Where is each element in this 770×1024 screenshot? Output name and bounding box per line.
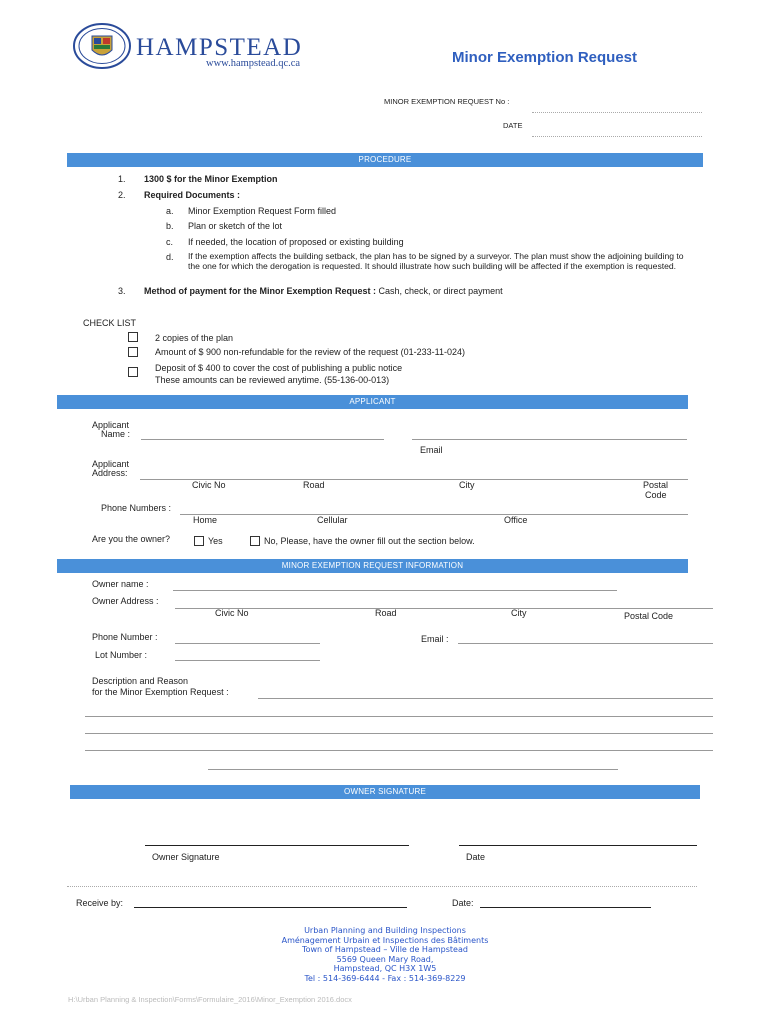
footer-line-1: Urban Planning and Building Inspections (304, 926, 466, 935)
signature-bar: OWNER SIGNATURE (70, 785, 700, 799)
phone-home-label: Home (193, 515, 218, 525)
owner-address-field[interactable] (175, 608, 713, 609)
crest-icon (72, 22, 132, 70)
procedure-item-3 (144, 286, 503, 296)
footer-line-4: 5569 Queen Mary Road, (336, 954, 434, 964)
owner-name-label: Owner name : (92, 579, 149, 589)
procedure-item-3-value: Cash, check, or direct payment (378, 286, 503, 296)
receive-date-field[interactable] (480, 907, 651, 908)
footer-line-2: Aménagement Urbain et Inspections des Bâtiments (281, 935, 489, 945)
checklist-item-2: Amount of $ 900 non-refundable for the review of the request (01-233-11-024) (155, 347, 466, 357)
lot-number-field[interactable] (175, 660, 320, 661)
owner-no-label: No, Please, have the owner fill out the section below. (264, 536, 475, 546)
owner-signature-field[interactable] (145, 845, 409, 846)
applicant-phone-label: Phone Numbers : (101, 503, 172, 513)
checkbox-owner-no[interactable] (250, 536, 260, 546)
procedure-item-2-num: 2. (118, 190, 126, 200)
phone-cellular-label: Cellular (317, 515, 348, 525)
brand-url[interactable]: www.hampstead.qc.ca (206, 58, 301, 69)
sub-item-b-text: Plan or sketch of the lot (188, 221, 283, 231)
footer-line-6: Tel : 514-369-6444 - Fax : 514-369-8229 (304, 973, 466, 983)
signature-date-label: Date (466, 852, 486, 862)
owner-address-label: Owner Address : (92, 596, 159, 606)
procedure-bar: PROCEDURE (67, 153, 703, 167)
owner-name-field[interactable] (173, 590, 617, 591)
applicant-bar: APPLICANT (57, 395, 688, 409)
applicant-address-label-1: Applicant (92, 459, 130, 469)
owner-phone-label: Phone Number : (92, 632, 158, 642)
applicant-road-label: Road (303, 480, 325, 490)
description-line-2[interactable] (85, 716, 713, 717)
checkbox-copies[interactable] (128, 332, 138, 342)
footer-address (0, 926, 770, 983)
signature-date-field[interactable] (459, 845, 697, 846)
checklist-item-3: Deposit of $ 400 to cover the cost of publishing a public notice (155, 363, 403, 373)
info-bar: MINOR EXEMPTION REQUEST INFORMATION (57, 559, 688, 573)
footer-line-5: Hampstead, QC H3X 1W5 (333, 964, 437, 973)
description-line-4[interactable] (85, 750, 713, 751)
sub-item-d-text: If the exemption affects the building setback, the plan has to be signed by a surveyor. The plan must show the adjoining building to the one for which the derogation is requested. It should illustrate how such building will be affected if the exemption is requested. (188, 251, 684, 271)
procedure-item-1-text: 1300 $ for the Minor Exemption (144, 174, 278, 184)
sub-item-a-text: Minor Exemption Request Form filled (188, 206, 337, 216)
lot-number-label: Lot Number : (95, 650, 148, 660)
owner-email-field[interactable] (458, 643, 713, 644)
applicant-email-label: Email (420, 445, 443, 455)
sub-item-c-letter: c. (166, 237, 174, 247)
file-path: H:\Urban Planning & Inspection\Forms\Formulaire_2016\Minor_Exemption 2016.docx (68, 995, 352, 1004)
sub-item-a-letter: a. (166, 206, 174, 216)
checkbox-deposit[interactable] (128, 367, 138, 377)
sub-item-b-letter: b. (166, 221, 174, 231)
applicant-name-label-2: Name : (101, 429, 131, 439)
receive-by-label: Receive by: (76, 898, 124, 908)
description-line-5[interactable] (208, 769, 618, 770)
date-field[interactable] (532, 136, 702, 137)
footer-line-3: Town of Hampstead – Ville de Hampstead (302, 945, 468, 954)
procedure-item-3-text: Method of payment for the Minor Exemption Request : (144, 286, 377, 296)
date-label: DATE (503, 121, 523, 130)
receive-date-label: Date: (452, 898, 474, 908)
checklist-note: These amounts can be reviewed anytime. (55-136-00-013) (155, 375, 390, 385)
checklist-label: CHECK LIST (83, 318, 137, 328)
phone-office-label: Office (504, 515, 528, 525)
checkbox-owner-yes[interactable] (194, 536, 204, 546)
request-no-field[interactable] (532, 112, 702, 113)
applicant-phone-field[interactable] (180, 514, 688, 515)
applicant-name-field[interactable] (141, 439, 384, 440)
checklist-item-1: 2 copies of the plan (155, 333, 234, 343)
description-line-3[interactable] (85, 733, 713, 734)
description-line-1[interactable] (258, 698, 713, 699)
owner-postal-label: Postal Code (624, 611, 674, 621)
receive-by-field[interactable] (134, 907, 407, 908)
owner-question: Are you the owner? (92, 534, 171, 544)
form-title: Minor Exemption Request (452, 49, 638, 66)
checkbox-amount[interactable] (128, 347, 138, 357)
applicant-postal-label-2: Code (645, 490, 667, 500)
applicant-civic-label: Civic No (192, 480, 226, 490)
owner-civic-label: Civic No (215, 608, 249, 618)
hampstead-logo (72, 22, 132, 70)
procedure-item-2-text: Required Documents : (144, 190, 241, 200)
applicant-address-label-2: Address: (92, 468, 128, 478)
owner-yes-label: Yes (208, 536, 223, 546)
procedure-item-1-num: 1. (118, 174, 126, 184)
owner-signature-label: Owner Signature (152, 852, 220, 862)
brand-name: HAMPSTEAD (136, 34, 303, 61)
sub-item-c-text: If needed, the location of proposed or existing building (188, 237, 404, 247)
applicant-city-label: City (459, 480, 475, 490)
sub-item-d-letter: d. (166, 252, 174, 262)
owner-email-label: Email : (421, 634, 449, 644)
applicant-email-field[interactable] (412, 439, 687, 440)
owner-road-label: Road (375, 608, 397, 618)
description-label-1: Description and Reason (92, 676, 189, 686)
procedure-item-3-num: 3. (118, 286, 126, 296)
applicant-name-label-1: Applicant (92, 420, 130, 430)
request-no-label: MINOR EXEMPTION REQUEST No : (384, 97, 510, 106)
applicant-postal-label-1: Postal (643, 480, 669, 490)
owner-city-label: City (511, 608, 527, 618)
divider (67, 886, 697, 887)
owner-phone-field[interactable] (175, 643, 320, 644)
description-label-2: for the Minor Exemption Request : (92, 687, 229, 697)
